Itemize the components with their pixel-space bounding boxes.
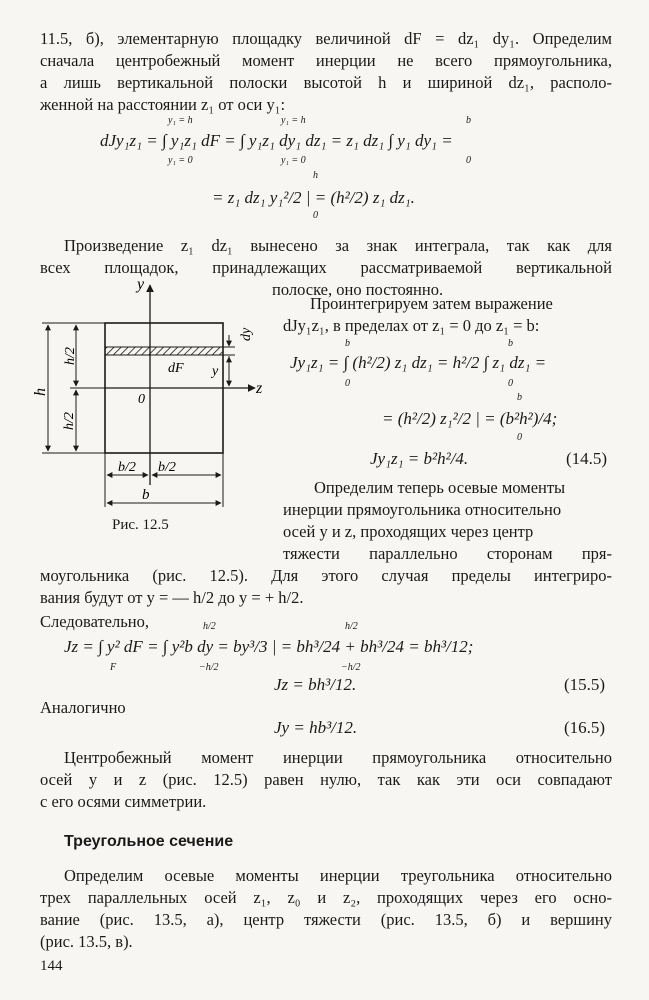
paragraph-7-line-3: вание (рис. 13.5, а), центр тяжести (рис. 13.5, б) и вершину [40,910,612,929]
equation-1-line-2: = z₁ dz₁ y₁²/2 | = (h²/2) z₁ dz₁. [212,188,415,207]
paragraph-4-line-1: Определим теперь осевые моменты [314,478,566,497]
label-h2-top: h/2 [63,347,78,365]
equation-1-line-1: dJy₁z₁ = ∫ y₁z₁ dF = ∫ y₁z₁ dy₁ dz₁ = z₁ dz₁ ∫ y₁ dy₁ = [100,131,453,150]
paragraph-2-line-3: полоске, оно постоянно. [272,280,444,299]
label-y-distance: y [212,364,219,379]
label-h: h [32,388,49,396]
paragraph-1-line-1: 11.5, б), элементарную площадку величиной dF = dz₁ dy₁. Определим [40,29,612,48]
word-sledovatelno: Следовательно, [40,612,149,631]
eq2-limit-3-bottom: 0 [517,432,522,443]
equation-number-14-5: (14.5) [566,449,608,468]
eq1-limit-2-top: y₁ = h [281,115,306,126]
page-number: 144 [40,958,63,974]
equation-number-15-5: (15.5) [564,675,606,694]
equation-2-line-2: = (h²/2) z₁²/2 | = (b²h²)/4; [382,409,558,428]
label-origin: 0 [138,392,145,407]
eq2-limit-2-bottom: 0 [508,378,513,389]
paragraph-5-line-2: вания будут от y = — h/2 до y = + h/2. [40,588,304,607]
eq3-limit-1-top: h/2 [203,621,216,632]
figure-caption: Рис. 12.5 [112,517,169,533]
eq2-limit-3-top: b [517,392,522,403]
word-analogichno: Аналогично [40,698,126,717]
paragraph-6-line-2: осей y и z (рис. 12.5) равен нулю, так как эти оси совпадают [40,770,612,789]
equation-3-line-2: Jz = bh³/12. [274,675,357,694]
equation-4: Jy = hb³/12. [274,718,358,737]
equation-2-line-1: Jy₁z₁ = ∫ (h²/2) z₁ dz₁ = h²/2 ∫ z₁ dz₁ = [290,353,547,372]
eq3-limit-1-bottom: −h/2 [199,662,219,673]
label-b2-left: b/2 [118,460,136,475]
eq1-limit-2-bottom: y₁ = 0 [281,155,306,166]
paragraph-7-line-4: (рис. 13.5, в). [40,932,133,951]
label-dF: dF [168,361,184,376]
equation-number-16-5: (16.5) [564,718,606,737]
label-h2-bottom: h/2 [62,412,77,430]
label-z-axis: z [256,380,263,397]
paragraph-1-line-4: женной на расстоянии z₁ от оси y₁: [40,95,286,114]
label-dy: dy [239,327,254,341]
eq1-limit-3-bottom: 0 [466,155,471,166]
paragraph-4-line-4: тяжести параллельно сторонам пря- [283,544,612,563]
eq1-limit-3-top: b [466,115,471,126]
paragraph-7-line-1: Определим осевые моменты инерции треугольника относительно [64,866,612,885]
paragraph-6-line-1: Центробежный момент инерции прямоугольника относительно [64,748,612,767]
eq3-limit-F: F [110,662,117,673]
paragraph-2-line-2: всех площадок, принадлежащих рассматриваемой вертикальной [40,258,612,277]
paragraph-1-line-2: сначала центробежный момент инерции не всего прямоугольника, [40,51,612,70]
eq1-limit-1-top: y₁ = h [168,115,193,126]
figure-12-5 [30,275,280,510]
equation-3-line-1: Jz = ∫ y² dF = ∫ y²b dy = by³/3 | = bh³/24 + bh³/24 = bh³/12; [64,637,474,656]
eq3-limit-2-top: h/2 [345,621,358,632]
paragraph-3-line-1: Проинтегрируем затем выражение [310,294,553,313]
paragraph-2-line-1: Произведение z₁ dz₁ вынесено за знак интеграла, так как для [64,236,612,255]
label-b2-right: b/2 [158,460,176,475]
label-b: b [142,487,150,503]
section-heading: Треугольное сечение [64,833,234,850]
paragraph-6-line-3: с его осями симметрии. [40,792,207,811]
eq1-limit-4-bottom: 0 [313,210,318,221]
eq2-limit-1-bottom: 0 [345,378,350,389]
eq1-limit-1-bottom: y₁ = 0 [168,155,193,166]
paragraph-4-line-3: осей y и z, проходящих через центр [283,522,534,541]
eq3-limit-2-bottom: −h/2 [341,662,361,673]
label-y-axis: y [137,276,145,293]
paragraph-7-line-2: трех параллельных осей z₁, z₀ и z₂, проходящих через его осно- [40,888,612,907]
paragraph-1-line-3: а лишь вертикальной полоски высотой h и шириной dz₁, располо- [40,73,612,92]
paragraph-5-line-1: моугольника (рис. 12.5). Для этого случая пределы интегриро- [40,566,612,585]
eq2-limit-2-top: b [508,338,513,349]
equation-2-line-3: Jy₁z₁ = b²h²/4. [370,449,469,468]
paragraph-3-line-2: dJy₁z₁, в пределах от z₁ = 0 до z₁ = b: [283,316,540,335]
eq2-limit-1-top: b [345,338,350,349]
eq1-limit-4-top: h [313,170,318,181]
hatched-strip-dy [105,347,223,355]
paragraph-4-line-2: инерции прямоугольника относительно [283,500,562,519]
